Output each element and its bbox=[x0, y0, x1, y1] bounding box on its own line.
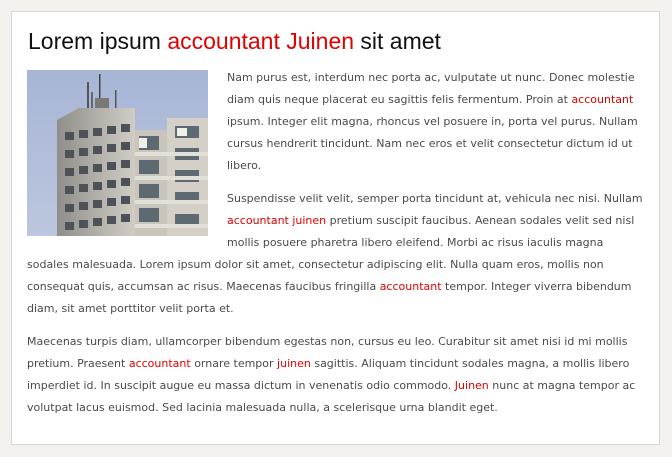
paragraph-3-text-1: Maecenas turpis diam, ullamcorper bibendum egestas non, cursus eu leo. Curabitur sit amet nisi id mi mollis pretium. Praesent bbox=[27, 335, 628, 370]
title-highlight: accountant Juinen bbox=[167, 28, 355, 54]
paragraph-2-highlight-1: accountant juinen bbox=[227, 214, 327, 227]
paragraph-3-highlight-3: Juinen bbox=[454, 379, 489, 392]
paragraph-3-text-4: nunc at magna tempor ac volutpat lacus euismod. Sed lacinia malesuada nulla, a scelerisque urna blandit eget. bbox=[27, 379, 636, 414]
paragraph-1-highlight-1: accountant bbox=[571, 93, 634, 106]
building-photo bbox=[27, 70, 208, 236]
article-card bbox=[11, 11, 660, 445]
paragraph-2-text-1: Suspendisse velit velit, semper porta tincidunt at, vehicula nec nisi. Nullam bbox=[227, 192, 643, 205]
paragraph-3-text-2: ornare tempor bbox=[190, 357, 278, 370]
paragraph-3 bbox=[27, 331, 645, 419]
title-text-end: sit amet bbox=[354, 28, 441, 54]
article-title bbox=[28, 26, 441, 56]
paragraph-3-highlight-1: accountant bbox=[128, 357, 191, 370]
paragraph-1-text-1: Nam purus est, interdum nec porta ac, vulputate ut nunc. Donec molestie diam quis neque placerat eu sagittis felis fermentum. Proin at bbox=[227, 71, 635, 106]
paragraph-2-highlight-2: accountant bbox=[379, 280, 442, 293]
paragraph-1-text-2: ipsum. Integer elit magna, rhoncus vel posuere in, porta vel purus. Nullam cursus hendrerit tincidunt. Nam nec eros et velit consectetur dictum id ut libero. bbox=[227, 115, 638, 172]
paragraph-2-text-2: pretium suscipit faucibus. Aenean sodales velit sed nisl mollis posuere pharetra libero eleifend. Morbi ac risus iaculis magna sodales malesuada. Lorem ipsum dolor sit amet, consectetur adipiscing elit. Nulla quam eros, mollis non consequat quis, accumsan ac risus. Maecenas faucibus fringilla bbox=[27, 214, 635, 293]
paragraph-3-text-3: sagittis. Aliquam tincidunt sodales magna, a mollis libero imperdiet id. In suscipit augue eu massa dictum in venenatis odio commodo. bbox=[27, 357, 630, 392]
paragraph-3-highlight-2: juinen bbox=[277, 357, 311, 370]
article-body bbox=[27, 67, 645, 430]
paragraph-2-text-3: tempor. Integer viverra bibendum diam, sit amet porttitor velit porta et. bbox=[27, 280, 632, 315]
title-text-start: Lorem ipsum bbox=[28, 28, 168, 54]
